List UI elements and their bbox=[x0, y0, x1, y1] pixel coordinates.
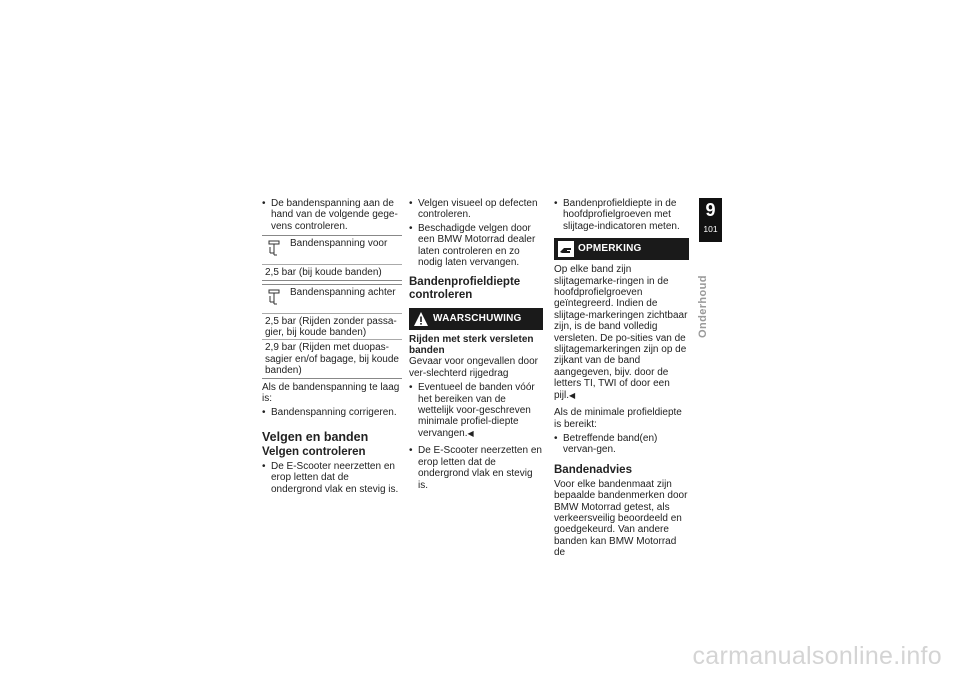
section-title: Onderhoud bbox=[697, 275, 709, 338]
column-3 bbox=[554, 198, 689, 562]
tire-pressure-gauge-icon bbox=[268, 240, 280, 258]
heading-bandenadvies: Bandenadvies bbox=[554, 463, 632, 476]
spec-table-rear bbox=[262, 284, 402, 379]
heading-velgen-en-banden: Velgen en banden bbox=[262, 429, 369, 444]
condition-text-2: Als de minimale profieldiepte is bereikt: bbox=[554, 407, 682, 430]
warning-bullet bbox=[409, 382, 543, 439]
heading-profieldiepte: Bandenprofieldiepte controleren bbox=[409, 276, 521, 302]
warning-label: WAARSCHUWING bbox=[433, 313, 522, 325]
warning-title: Rijden met sterk versleten banden bbox=[409, 334, 534, 357]
note-banner bbox=[554, 238, 689, 260]
intro-bullet: • De bandenspanning aan de hand van de volgende gege-vens controleren. bbox=[262, 198, 402, 232]
page-number: 101 bbox=[703, 224, 718, 234]
note-text: Op elke band zijn slijtagemarke-ringen in de hoofdprofielgroeven geïntegreerd. Indien de slijtage-markeringen zichtbaar zijn, is de band volledig versleten. De po-sities van de slijtagemarkeringen zijn op de zijkant van de band aangegeven, bijv. door de letters TI, TWI of door een pijl. bbox=[554, 264, 688, 401]
replace-bullet: • Betreffende band(en) vervan-gen. bbox=[554, 433, 689, 456]
warning-triangle-icon bbox=[413, 311, 429, 327]
spec-rear-row-duo: 2,9 bar (Rijden met duopas-sagier en/of bagage, bij koude banden) bbox=[265, 342, 399, 377]
spec-front-label: Bandenspanning voor bbox=[290, 238, 388, 250]
warning-banner bbox=[409, 308, 543, 330]
end-mark-icon: ◀ bbox=[467, 428, 474, 438]
park-bullet: • De E-Scooter neerzetten en erop letten dat de ondergrond vlak en stevig is. bbox=[262, 461, 402, 495]
chapter-number: 9 bbox=[705, 200, 716, 220]
rim-check-bullet: • Velgen visueel op defecten controleren. bbox=[409, 198, 543, 221]
warning-bullet-text: Eventueel de banden vóór het bereiken van de wettelijk voor-geschreven minimale profiel-diepte vervangen. bbox=[418, 382, 535, 439]
column-2 bbox=[409, 198, 543, 493]
note-hand-icon bbox=[558, 241, 574, 257]
park-bullet-2: • De E-Scooter neerzetten en erop letten dat de ondergrond vlak en stevig is. bbox=[409, 445, 543, 491]
warning-text: Gevaar voor ongevallen door ver-slechterd rijgedrag bbox=[409, 356, 538, 379]
heading-velgen-controleren: Velgen controleren bbox=[262, 445, 366, 458]
chapter-marker bbox=[699, 198, 722, 242]
spec-rear-label: Bandenspanning achter bbox=[290, 286, 396, 298]
watermark: carmanualsonline.info bbox=[692, 642, 942, 670]
rim-replace-bullet: • Beschadigde velgen door een BMW Motorrad dealer laten controleren en zo nodig laten vervangen. bbox=[409, 223, 543, 269]
spec-table-front bbox=[262, 235, 402, 280]
note-text-block bbox=[554, 264, 689, 401]
note-label: OPMERKING bbox=[578, 243, 642, 255]
tire-pressure-gauge-icon bbox=[268, 289, 280, 307]
measure-bullet: • Bandenprofieldiepte in de hoofdprofielgroeven met slijtage-indicatoren meten. bbox=[554, 198, 689, 232]
end-mark-icon: ◀ bbox=[569, 390, 576, 400]
column-1 bbox=[262, 198, 402, 497]
spec-rear-row-solo: 2,5 bar (Rijden zonder passa-gier, bij koude banden) bbox=[262, 314, 402, 341]
condition-text: Als de bandenspanning te laag is: bbox=[262, 381, 400, 405]
spec-front-row: 2,5 bar (bij koude banden) bbox=[265, 267, 382, 279]
advice-text: Voor elke bandenmaat zijn bepaalde bandenmerken door BMW Motorrad getest, als verkeersveilig beoordeeld en goedgekeurd. Van andere banden kan BMW Motorrad de bbox=[554, 478, 688, 559]
action-bullet: • Bandenspanning corrigeren. bbox=[262, 407, 402, 418]
